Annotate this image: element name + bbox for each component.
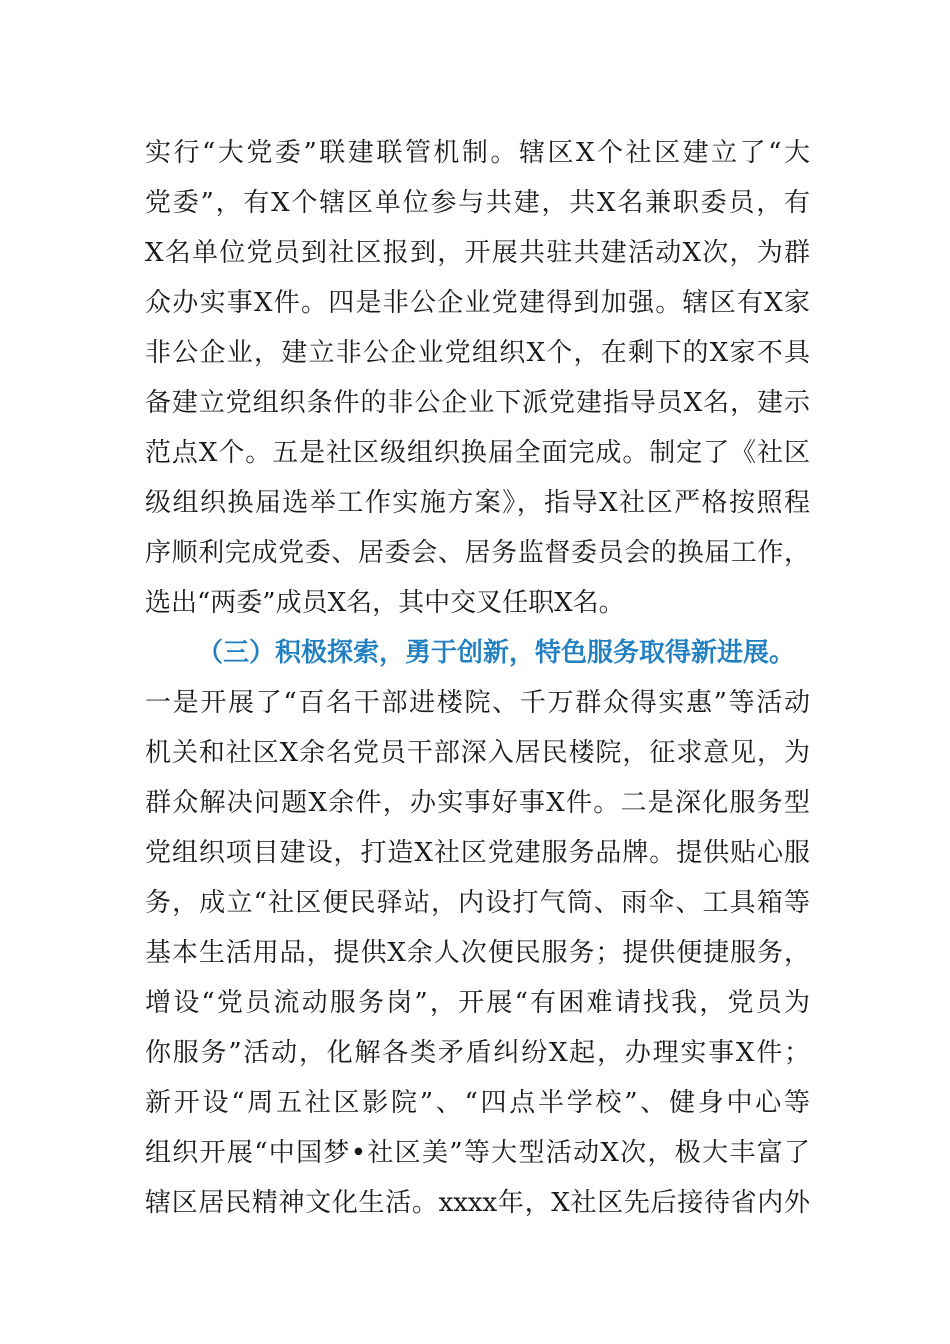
- line-text: 你服务”活动，化解各类矛盾纠纷X起，办理实事X件；: [145, 1038, 810, 1068]
- text-line: [145, 128, 810, 178]
- line-text: 序顺利完成党委、居委会、居务监督委员会的换届工作，: [145, 538, 810, 568]
- text-line: [145, 528, 810, 578]
- section-heading-text: （三）积极探索，勇于创新，特色服务取得新进展。: [197, 638, 796, 668]
- line-text: 选出“两委”成员X名，其中交叉任职X名。: [145, 588, 625, 618]
- line-text: 备建立党组织条件的非公企业下派党建指导员X名，建示: [145, 388, 810, 418]
- text-line: [145, 1078, 810, 1128]
- text-line: [145, 678, 810, 728]
- text-line: [145, 478, 810, 528]
- line-text: 范点X个。五是社区级组织换届全面完成。制定了《社区: [145, 438, 810, 468]
- document-body: [145, 128, 810, 1228]
- line-text: 一是开展了“百名干部进楼院、千万群众得实惠”等活动: [145, 688, 810, 718]
- line-text: 级组织换届选举工作实施方案》，指导X社区严格按照程: [145, 488, 810, 518]
- text-line: [145, 828, 810, 878]
- text-line: [145, 328, 810, 378]
- text-line: [145, 228, 810, 278]
- line-text: 党组织项目建设，打造X社区党建服务品牌。提供贴心服: [145, 838, 810, 868]
- section-heading: [145, 628, 810, 678]
- line-text: 非公企业，建立非公企业党组织X个，在剩下的X家不具: [145, 338, 810, 368]
- text-line: [145, 928, 810, 978]
- line-text: 党委”，有X个辖区单位参与共建，共X名兼职委员，有: [145, 188, 810, 218]
- text-line: [145, 878, 810, 928]
- line-text: 务，成立“社区便民驿站，内设打气筒、雨伞、工具箱等: [145, 888, 810, 918]
- line-text: 辖区居民精神文化生活。xxxx年，X社区先后接待省内外: [145, 1188, 810, 1218]
- line-text: 组织开展“中国梦•社区美”等大型活动X次，极大丰富了: [145, 1138, 810, 1168]
- line-text: 众办实事X件。四是非公企业党建得到加强。辖区有X家: [145, 288, 810, 318]
- line-text: 增设“党员流动服务岗”，开展“有困难请找我，党员为: [145, 988, 810, 1018]
- line-text: 实行“大党委”联建联管机制。辖区X个社区建立了“大: [145, 138, 810, 168]
- text-line: [145, 1128, 810, 1178]
- line-text: 机关和社区X余名党员干部深入居民楼院，征求意见，为: [145, 738, 810, 768]
- line-text: 群众解决问题X余件，办实事好事X件。二是深化服务型: [145, 788, 810, 818]
- text-line: [145, 578, 810, 628]
- line-text: 基本生活用品，提供X余人次便民服务；提供便捷服务，: [145, 938, 810, 968]
- text-line: [145, 378, 810, 428]
- text-line: [145, 778, 810, 828]
- text-line: [145, 178, 810, 228]
- text-line: [145, 278, 810, 328]
- text-line: [145, 978, 810, 1028]
- text-line: [145, 428, 810, 478]
- text-line: [145, 728, 810, 778]
- line-text: X名单位党员到社区报到，开展共驻共建活动X次，为群: [145, 238, 810, 268]
- line-text: 新开设“周五社区影院”、“四点半学校”、健身中心等: [145, 1088, 810, 1118]
- text-line: [145, 1178, 810, 1228]
- text-line: [145, 1028, 810, 1078]
